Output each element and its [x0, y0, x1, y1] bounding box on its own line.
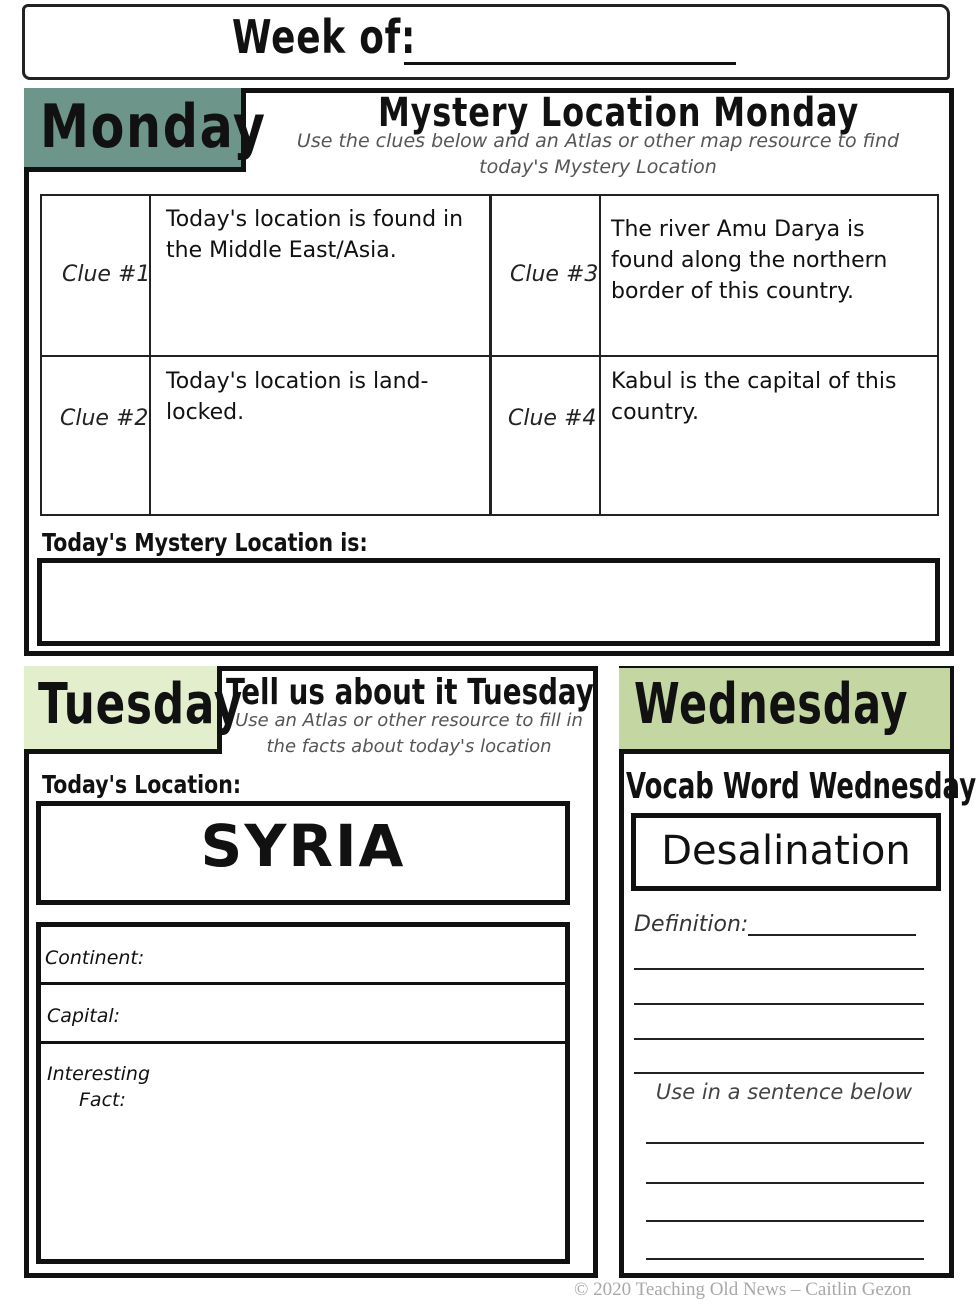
todays-location-value: SYRIA [200, 812, 406, 880]
definition-label: Definition: [634, 912, 749, 937]
clue-grid [40, 194, 939, 516]
wednesday-panel [619, 666, 954, 1278]
clue-2-text: Today's location is land-locked. [166, 369, 429, 425]
sentence-line[interactable] [646, 1258, 924, 1260]
week-header-box [22, 4, 950, 80]
definition-line[interactable] [634, 1072, 924, 1074]
grid-divider [42, 355, 937, 357]
fact-row-divider [41, 982, 565, 985]
interesting-fact-label: Interesting [47, 1063, 151, 1085]
clue-3-label: Clue #3 [510, 262, 599, 287]
definition-line[interactable] [748, 934, 916, 936]
tuesday-tab-label: Tuesday [38, 672, 244, 737]
clue-2-label: Clue #2 [60, 406, 149, 431]
sentence-label: Use in a sentence below [655, 1080, 913, 1104]
capital-label: Capital: [47, 1005, 121, 1027]
tuesday-title: Tell us about it Tuesday [226, 672, 594, 713]
wednesday-title: Vocab Word Wednesday [626, 766, 977, 807]
wednesday-tab-label: Wednesday [634, 672, 909, 737]
week-input-line[interactable] [404, 62, 736, 65]
vocab-word: Desalination [661, 828, 911, 874]
week-label: Week of: [232, 10, 417, 64]
continent-label: Continent: [45, 947, 145, 969]
clue-4-text: Kabul is the capital of this country. [611, 369, 897, 425]
monday-title: Mystery Location Monday [378, 90, 860, 136]
definition-line[interactable] [634, 1003, 924, 1005]
definition-line[interactable] [634, 968, 924, 970]
monday-tab-label: Monday [40, 92, 267, 162]
definition-line[interactable] [634, 1038, 924, 1040]
copyright-text: © 2020 Teaching Old News – Caitlin Gezon [574, 1279, 912, 1300]
clue-3-text: The river Amu Darya is found along the northern border of this country. [611, 217, 888, 304]
clue-1-text: Today's location is found in the Middle East/Asia. [166, 207, 464, 263]
tuesday-instructions: Use an Atlas or other resource to fill in the facts about today's location [235, 710, 583, 757]
facts-box [36, 922, 570, 1264]
fact-row-divider [41, 1041, 565, 1044]
monday-instructions: Use the clues below and an Atlas or other map resource to find today's Mystery Location [296, 130, 900, 178]
sentence-line[interactable] [646, 1142, 924, 1144]
sentence-line[interactable] [646, 1182, 924, 1184]
mystery-location-answer-box[interactable] [37, 558, 940, 646]
interesting-fact-label-2: Fact: [79, 1089, 126, 1111]
clue-1-label: Clue #1 [62, 262, 151, 287]
clue-4-label: Clue #4 [508, 406, 597, 431]
sentence-line[interactable] [646, 1220, 924, 1222]
mystery-location-label: Today's Mystery Location is: [42, 528, 368, 557]
todays-location-label: Today's Location: [42, 770, 242, 799]
